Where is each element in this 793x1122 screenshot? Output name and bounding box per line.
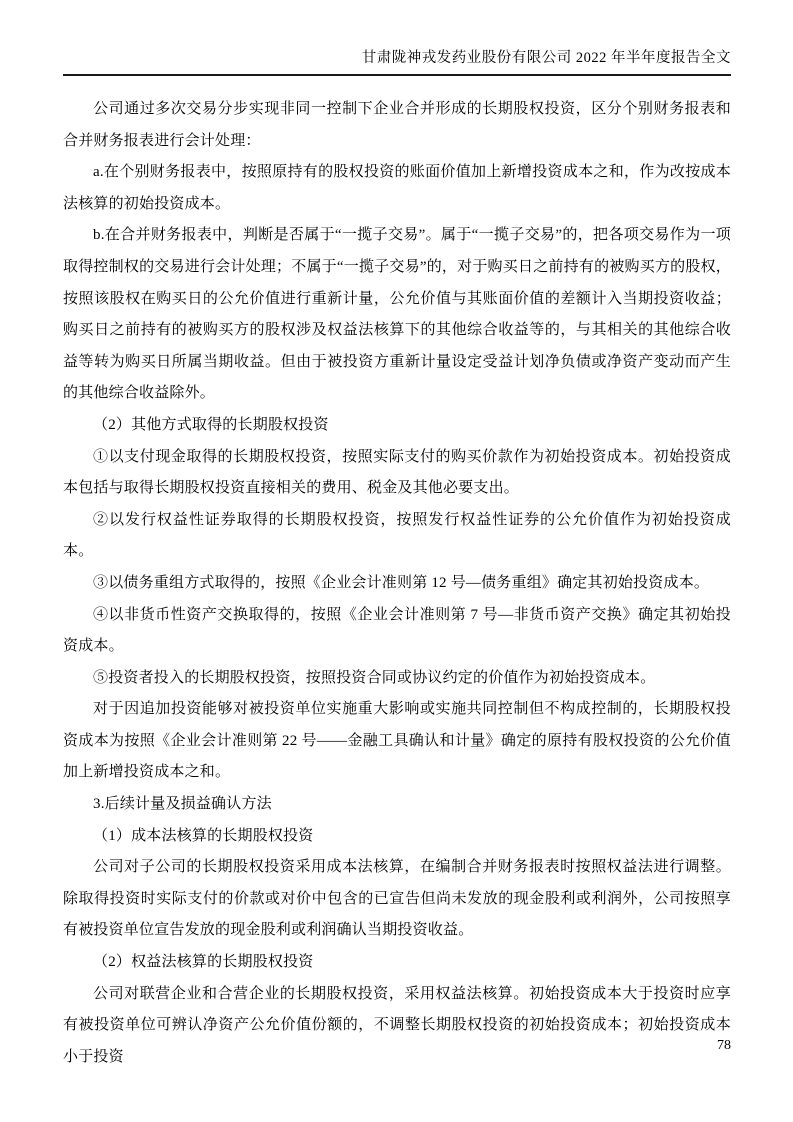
page-number: 78 xyxy=(717,1038,731,1053)
paragraph-method-4: ④以非货币性资产交换取得的，按照《企业会计准则第 7 号—非货币资产交换》确定其初始投资成本。 xyxy=(63,606,731,655)
paragraph-cost-method: 公司对子公司的长期股权投资采用成本法核算，在编制合并财务报表时按照权益法进行调整。除取得投资时实际支付的价款或对价中包含的已宣告但尚未发放的现金股利或利润外，公司按照享有被投资单位宣告发放的现金股利或利润确认当期投资收益。 xyxy=(63,859,731,939)
paragraph-item-b: b.在合并财务报表中，判断是否属于“一揽子交易”。属于“一揽子交易”的，把各项交易作为一项取得控制权的交易进行会计处理；不属于“一揽子交易”的，对于购买日之前持有的被购买方的股权，按照该股权在购买日的公允价值进行重新计量，公允价值与其账面价值的差额计入当期投资收益；购买日之前持有的被购买方的股权涉及权益法核算下的其他综合收益等的，与其相关的其他综合收益等转为购买日所属当期收益。但由于被投资方重新计量设定受益计划净负债或净资产变动而产生的其他综合收益除外。 xyxy=(63,227,731,402)
header-divider xyxy=(63,74,731,76)
page-footer xyxy=(717,1036,731,1054)
heading-equity-method: （2）权益法核算的长期股权投资 xyxy=(93,954,314,971)
paragraph-additional-investment: 对于因追加投资能够对被投资单位实施重大影响或实施共同控制但不构成控制的，长期股权投资成本为按照《企业会计准则第 22 号——金融工具确认和计量》确定的原持有股权投资的公允价值加上新增投资成本之和。 xyxy=(63,701,731,781)
page-header xyxy=(63,48,731,76)
report-body xyxy=(63,94,731,1073)
paragraph-method-2: ②以发行权益性证券取得的长期股权投资，按照发行权益性证券的公允价值作为初始投资成本。 xyxy=(63,511,731,560)
paragraph-method-5: ⑤投资者投入的长期股权投资，按照投资合同或协议约定的价值作为初始投资成本。 xyxy=(93,669,656,686)
report-header-title: 甘肃陇神戎发药业股份有限公司 2022 年半年度报告全文 xyxy=(361,50,731,66)
heading-cost-method: （1）成本法核算的长期股权投资 xyxy=(93,827,314,844)
heading-subsequent-measurement: 3.后续计量及损益确认方法 xyxy=(93,796,272,813)
paragraph-intro: 公司通过多次交易分步实现非同一控制下企业合并形成的长期股权投资，区分个别财务报表和合并财务报表进行会计处理： xyxy=(63,101,731,149)
paragraph-method-1: ①以支付现金取得的长期股权投资，按照实际支付的购买价款作为初始投资成本。初始投资成本包括与取得长期股权投资直接相关的费用、税金及其他必要支出。 xyxy=(63,448,731,497)
paragraph-item-a: a.在个别财务报表中，按照原持有的股权投资的账面价值加上新增投资成本之和，作为改按成本法核算的初始投资成本。 xyxy=(63,164,731,212)
paragraph-equity-method: 公司对联营企业和合营企业的长期股权投资，采用权益法核算。初始投资成本大于投资时应享有被投资单位可辨认净资产公允价值份额的，不调整长期股权投资的初始投资成本；初始投资成本小于投资 xyxy=(63,985,731,1065)
paragraph-method-3: ③以债务重组方式取得的，按照《企业会计准则第 12 号—债务重组》确定其初始投资成本。 xyxy=(93,574,710,591)
heading-other-methods: （2）其他方式取得的长期股权投资 xyxy=(93,416,329,433)
